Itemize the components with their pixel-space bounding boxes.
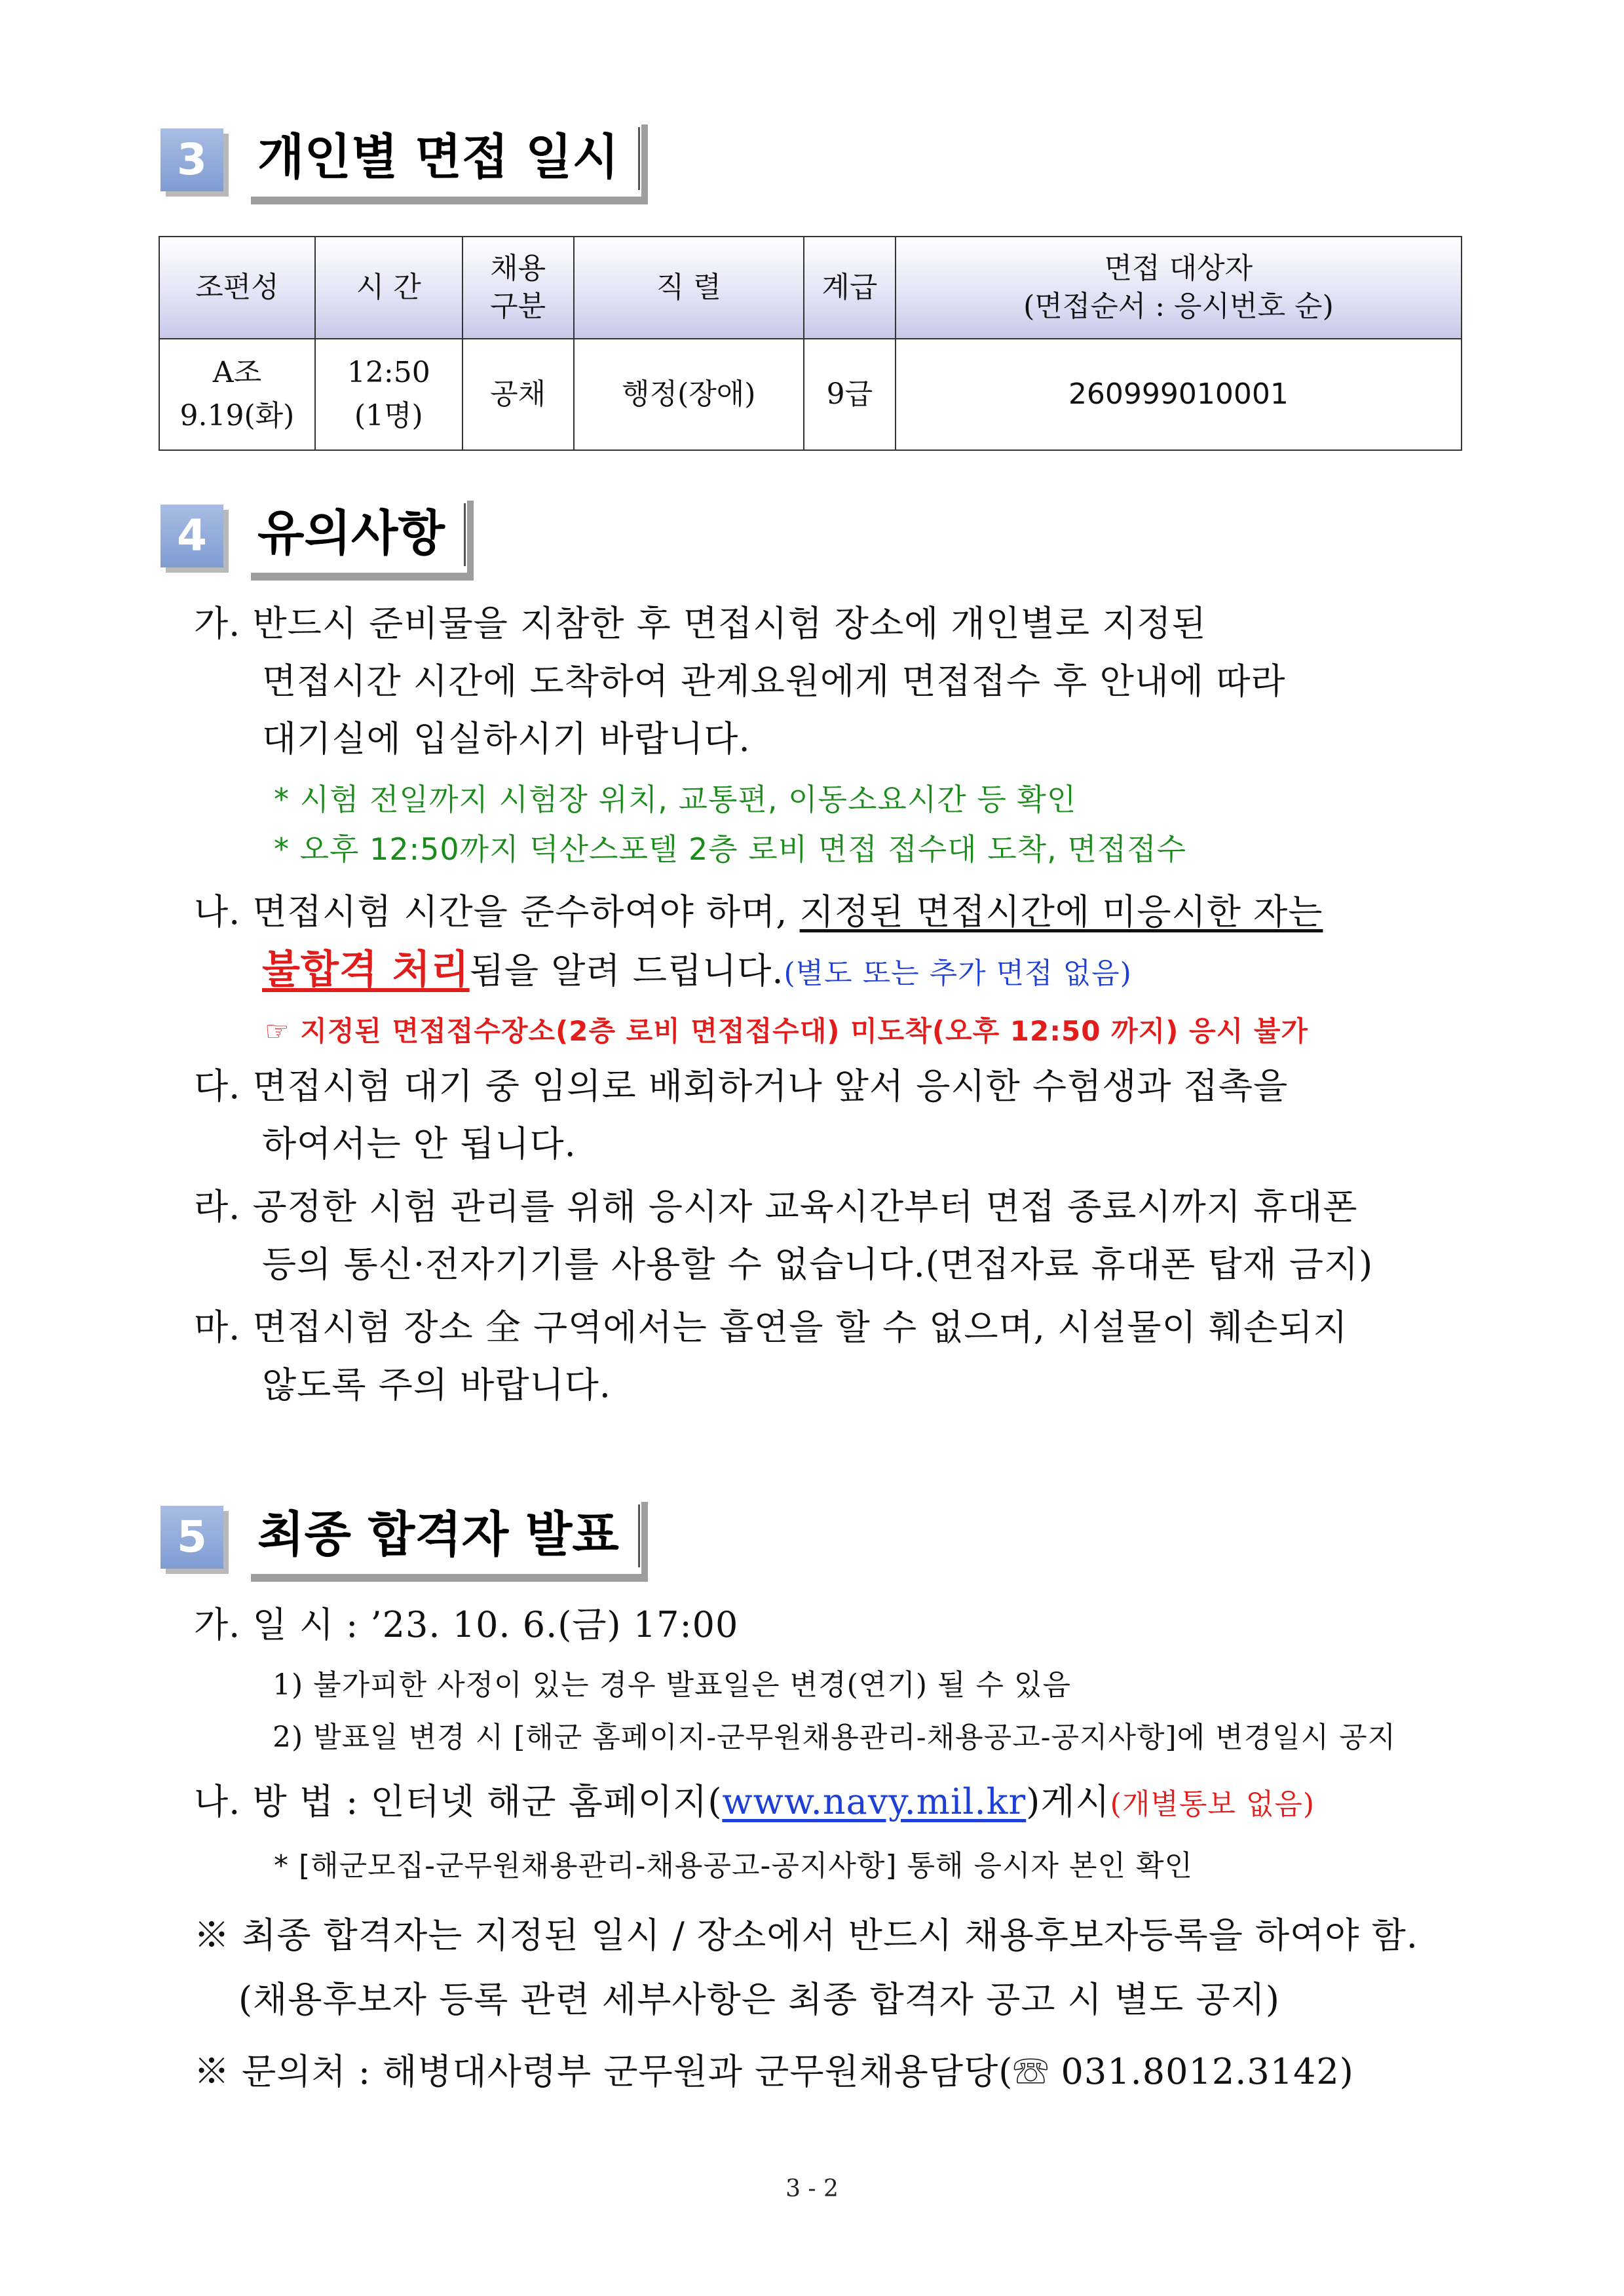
section-title-text: 개인별 면접 일시 [257,129,619,185]
cell-grade: 9급 [804,339,896,450]
header-type: 채용 구분 [463,237,574,339]
notice-na-text2: 됨을 알려 드립니다. [469,950,784,991]
notice-ra-line2: 등의 통신·전자기기를 사용할 수 없습니다.(면접자료 휴대폰 탑재 금지) [262,1244,1374,1285]
section-title [257,1502,648,1567]
final-registration-detail: (채용후보자 등록 관련 세부사항은 최종 합격자 공고 시 별도 공지) [238,1979,1280,2020]
announce-method-note: * [해군모집-군무원채용관리-채용공고-공지사항] 통해 응시자 본인 확인 [274,1849,1194,1883]
notice-ma-line1: 마. 면접시험 장소 全 구역에서는 흡연을 할 수 없으며, 시설물이 훼손되지 [194,1307,1348,1348]
section-title [257,124,648,190]
page-number: 3 - 2 [785,2175,839,2202]
announce-date-sub1: 1) 불가피한 사정이 있는 경우 발표일은 변경(연기) 될 수 있음 [273,1668,1071,1702]
notice-na-text: 나. 면접시험 시간을 준수하여야 하며, [194,891,800,932]
no-individual-notice: (개별통보 없음) [1110,1788,1315,1821]
header-time: 시 간 [315,237,463,339]
notice-da-line2: 하여서는 안 됩니다. [262,1123,576,1164]
section-title [257,501,474,566]
cell-type: 공채 [463,339,574,450]
table-row [159,339,1462,450]
notice-da-line1: 다. 면접시험 대기 중 임의로 배회하거나 앞서 응시한 수험생과 접촉을 [194,1065,1289,1107]
notice-na-line2 [262,947,1132,996]
header-group: 조편성 [159,237,315,339]
notice-ga-note2: * 오후 12:50까지 덕산스포텔 2층 로비 면접 접수대 도착, 면접접수 [274,832,1187,867]
notice-ra-line1: 라. 공정한 시험 관리를 위해 응시자 교육시간부터 면접 종료시까지 휴대폰 [194,1186,1358,1227]
notice-ga-line2: 면접시간 시간에 도착하여 관계요원에게 면접접수 후 안내에 따라 [262,660,1286,702]
cell-candidate: 260999010001 [896,339,1462,450]
announce-method-text: 나. 방 법 : 인터넷 해군 홈페이지( [194,1781,723,1822]
interview-schedule-table [159,236,1462,451]
header-candidate: 면접 대상자 (면접순서 : 응시번호 순) [896,237,1462,339]
section-number: 5 [161,1506,223,1569]
notice-na-warning: ☞ 지정된 면접접수장소(2층 로비 면접접수대) 미도착(오후 12:50 까지) 응시 불가 [265,1015,1308,1047]
cell-series: 행정(장애) [574,339,804,450]
announce-method-text2: )게시 [1026,1781,1110,1822]
notice-ma-line2: 않도록 주의 바랍니다. [262,1364,611,1406]
notice-ga-note1: * 시험 전일까지 시험장 위치, 교통편, 이동소요시간 등 확인 [274,782,1077,817]
section-number: 4 [161,505,223,567]
fail-notice: 불합격 처리 [262,947,470,993]
announce-date: 가. 일 시 : ’23. 10. 6.(금) 17:00 [194,1604,739,1645]
notice-ga-line3: 대기실에 입실하시기 바랍니다. [262,718,751,759]
header-grade: 계급 [804,237,896,339]
navy-homepage-link[interactable]: www.navy.mil.kr [722,1781,1027,1822]
contact-info: ※ 문의처 : 해병대사령부 군무원과 군무원채용담당(☏ 031.8012.3142) [194,2051,1354,2092]
table-header-row [159,237,1462,339]
announce-date-sub2: 2) 발표일 변경 시 [해군 홈페이지-군무원채용관리-채용공고-공지사항]에 변경일시 공지 [273,1721,1397,1754]
final-registration-note: ※ 최종 합격자는 지정된 일시 / 장소에서 반드시 채용후보자등록을 하여야 함. [194,1915,1418,1956]
cell-group: A조 9.19(화) [159,339,315,450]
section-title-text: 유의사항 [257,505,445,562]
header-series: 직 렬 [574,237,804,339]
cell-time: 12:50 (1명) [315,339,463,450]
announce-method [194,1780,1315,1827]
notice-na-line1 [194,890,1323,934]
notice-na-underlined: 지정된 면접시간에 미응시한 자는 [799,891,1323,932]
no-extra-interview-note: (별도 또는 추가 면접 없음) [784,957,1132,990]
notice-ga-line1: 가. 반드시 준비물을 지참한 후 면접시험 장소에 개인별로 지정된 [194,603,1207,644]
section-number: 3 [161,128,223,191]
section-title-text: 최종 합격자 발표 [257,1506,619,1563]
